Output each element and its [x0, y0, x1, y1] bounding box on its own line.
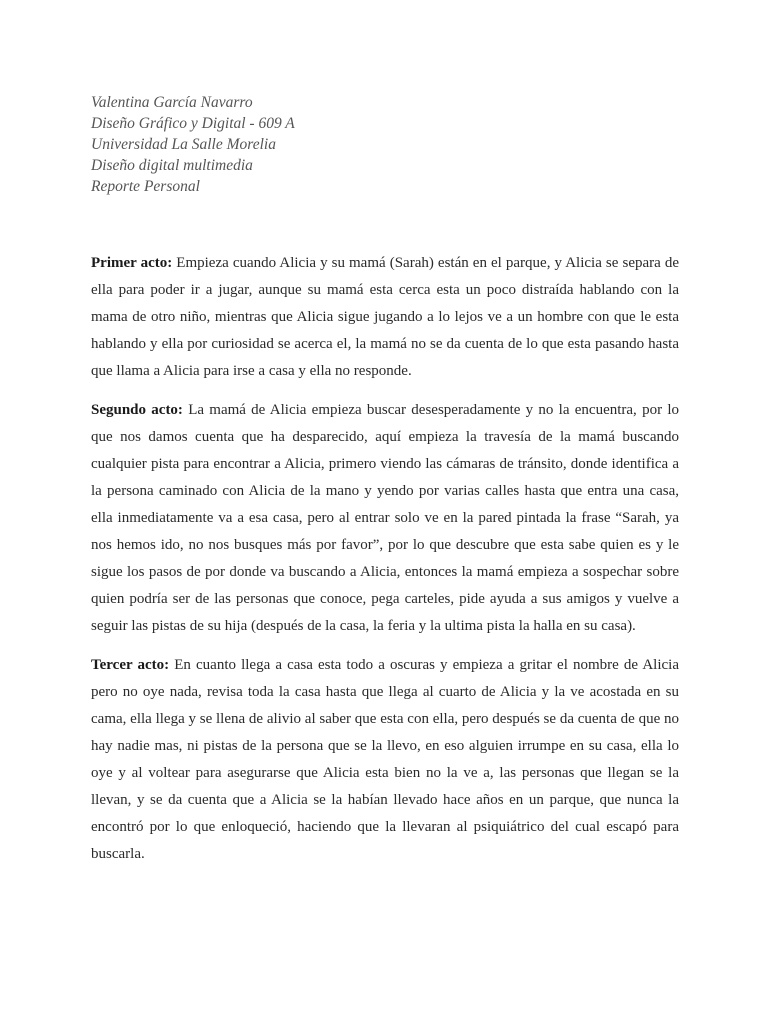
document-header: [91, 92, 679, 197]
document-page: [91, 92, 679, 880]
section-label: Segundo acto:: [91, 402, 183, 418]
document-type: Reporte Personal: [91, 178, 200, 195]
section-text: La mamá de Alicia empieza buscar desesperadamente y no la encuentra, por lo que nos damos cuenta que ha desparecido, aquí empieza la travesía de la mamá buscando cualquier pista para encontrar a Alicia, primero viendo las cámaras de tránsito, donde identifica a la persona caminado con Alicia de la mano y yendo por varias calles hasta que entra una casa, ella inmediatamente va a esa casa, pero al entrar solo ve en la pared pintada la frase “Sarah, ya nos hemos ido, no nos busques más por favor”, por lo que descubre que esta sabe quien es y le sigue los pasos de por donde va buscando a Alicia, entonces la mamá empieza a sospechar sobre quien podría ser de las personas que conoce, pega carteles, pide ayuda a sus amigos y vuelve a seguir las pistas de su hija (después de la casa, la feria y la ultima pista la halla en su casa).: [91, 402, 679, 634]
section-text: En cuanto llega a casa esta todo a oscuras y empieza a gritar el nombre de Alicia pero no oye nada, revisa toda la casa hasta que llega al cuarto de Alicia y la ve acostada en su cama, ella llega y se llena de alivio al saber que esta con ella, pero después se da cuenta de que no hay nadie mas, ni pistas de la persona que se la llevo, en eso alguien irrumpe en su casa, ella lo oye y al voltear para asegurarse que Alicia esta bien no la ve a, las personas que llegan se la llevan, y se da cuenta que a Alicia se la habían llevado hace años en un parque, que nunca la encontró por lo que enloqueció, haciendo que la llevaran al psiquiátrico del cual escapó para buscarla.: [91, 657, 679, 862]
program-name: Diseño Gráfico y Digital - 609 A: [91, 115, 295, 132]
section-label: Tercer acto:: [91, 657, 170, 673]
university-name: Universidad La Salle Morelia: [91, 136, 276, 153]
section-label: Primer acto:: [91, 255, 173, 271]
section-segundo-acto: [91, 397, 679, 640]
section-text: Empieza cuando Alicia y su mamá (Sarah) están en el parque, y Alicia se separa de ella para poder ir a jugar, aunque su mamá esta cerca esta un poco distraída hablando con la mama de otro niño, mientras que Alicia sigue jugando a lo lejos ve a un hombre con que le esta hablando y ella por curiosidad se acerca el, la mamá no se da cuenta de lo que esta pasando hasta que llama a Alicia para irse a casa y ella no responde.: [91, 255, 679, 379]
section-primer-acto: [91, 250, 679, 385]
course-name: Diseño digital multimedia: [91, 157, 253, 174]
author-name: Valentina García Navarro: [91, 94, 253, 111]
section-tercer-acto: [91, 652, 679, 868]
